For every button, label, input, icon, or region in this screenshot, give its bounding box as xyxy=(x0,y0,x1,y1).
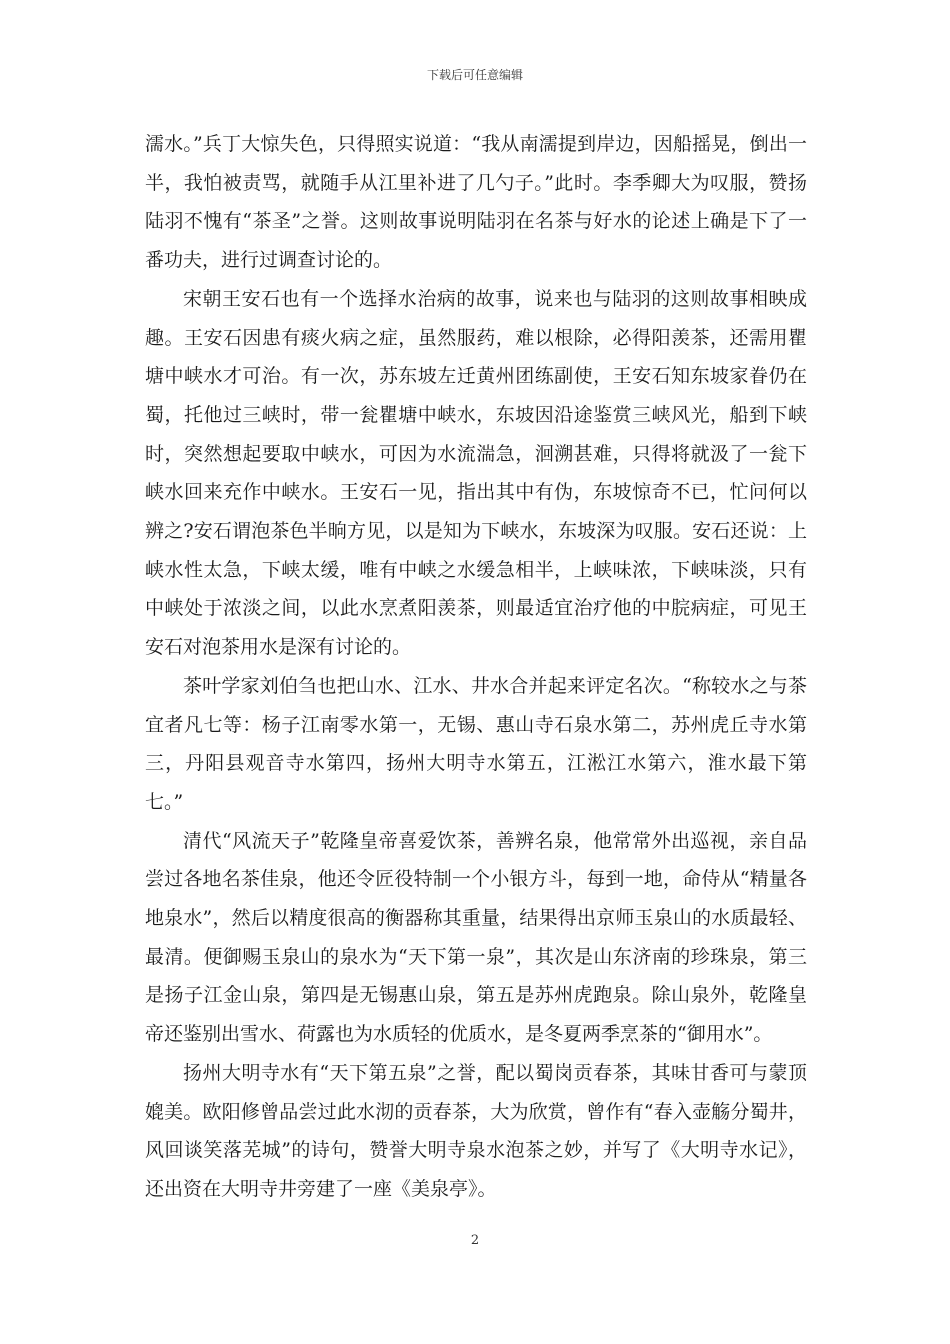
paragraph-4: 清代“风流天子”乾隆皇帝喜爱饮茶，善辨名泉，他常常外出巡视，亲自品尝过各地名茶佳泉，他还令匠役特制一个小银方斗，每到一地，命侍从“精量各地泉水”，然后以精度很高的衡器称其重量，结果得出京师玉泉山的水质最轻、最清。便御赐玉泉山的泉水为“天下第一泉”，其次是山东济南的珍珠泉，第三是扬子江金山泉，第四是无锡惠山泉，第五是苏州虎跑泉。除山泉外，乾隆皇帝还鉴别出雪水、荷露也为水质轻的优质水，是冬夏两季烹茶的“御用水”。 xyxy=(145,829,807,1046)
paragraph-1: 濡水。”兵丁大惊失色，只得照实说道：“我从南濡提到岸边，因船摇晃，倒出一半，我怕被责骂，就随手从江里补进了几勺子。”此时。李季卿大为叹服，赞扬陆羽不愧有“茶圣”之誉。这则故事说明陆羽在名茶与好水的论述上确是下了一番功夫，进行过调查讨论的。 xyxy=(145,133,807,272)
page-header: 下载后可任意编辑 xyxy=(426,68,523,82)
paragraph-5: 扬州大明寺水有“天下第五泉”之誉，配以蜀岗贡春茶，其味甘香可与蒙顶媲美。欧阳修曾品尝过此水沏的贡春茶，大为欣赏，曾作有“春入壶觞分蜀井，风回谈笑落芜城”的诗句，赞誉大明寺泉水泡茶之妙，并写了《大明寺水记》，还出资在大明寺井旁建了一座《美泉亭》。 xyxy=(145,1061,807,1200)
document-body xyxy=(145,125,807,1209)
paragraph-2: 宋朝王安石也有一个选择水治病的故事，说来也与陆羽的这则故事相映成趣。王安石因患有痰火病之症，虽然服药，难以根除，必得阳羡茶，还需用瞿塘中峡水才可治。有一次，苏东坡左迁黄州团练副使，王安石知东坡家眷仍在蜀，托他过三峡时，带一瓮瞿塘中峡水，东坡因沿途鉴赏三峡风光，船到下峡时，突然想起要取中峡水，可因为水流湍急，洄溯甚难，只得将就汲了一瓮下峡水回来充作中峡水。王安石一见，指出其中有伪，东坡惊奇不已，忙问何以辨之?安石谓泡茶色半晌方见，以是知为下峡水，东坡深为叹服。安石还说：上峡水性太急，下峡太缓，唯有中峡之水缓急相半，上峡味浓，下峡味淡，只有中峡处于浓淡之间，以此水烹煮阳羡茶，则最适宜治疗他的中脘病症，可见王安石对泡茶用水是深有讨论的。 xyxy=(145,287,807,659)
page-number: 2 xyxy=(470,1233,480,1248)
paragraph-3: 茶叶学家刘伯刍也把山水、江水、井水合并起来评定名次。“称较水之与茶宜者凡七等：杨子江南零水第一，无锡、惠山寺石泉水第二，苏州虎丘寺水第三，丹阳县观音寺水第四，扬州大明寺水第五，江淞江水第六，淮水最下第七。” xyxy=(145,674,807,813)
